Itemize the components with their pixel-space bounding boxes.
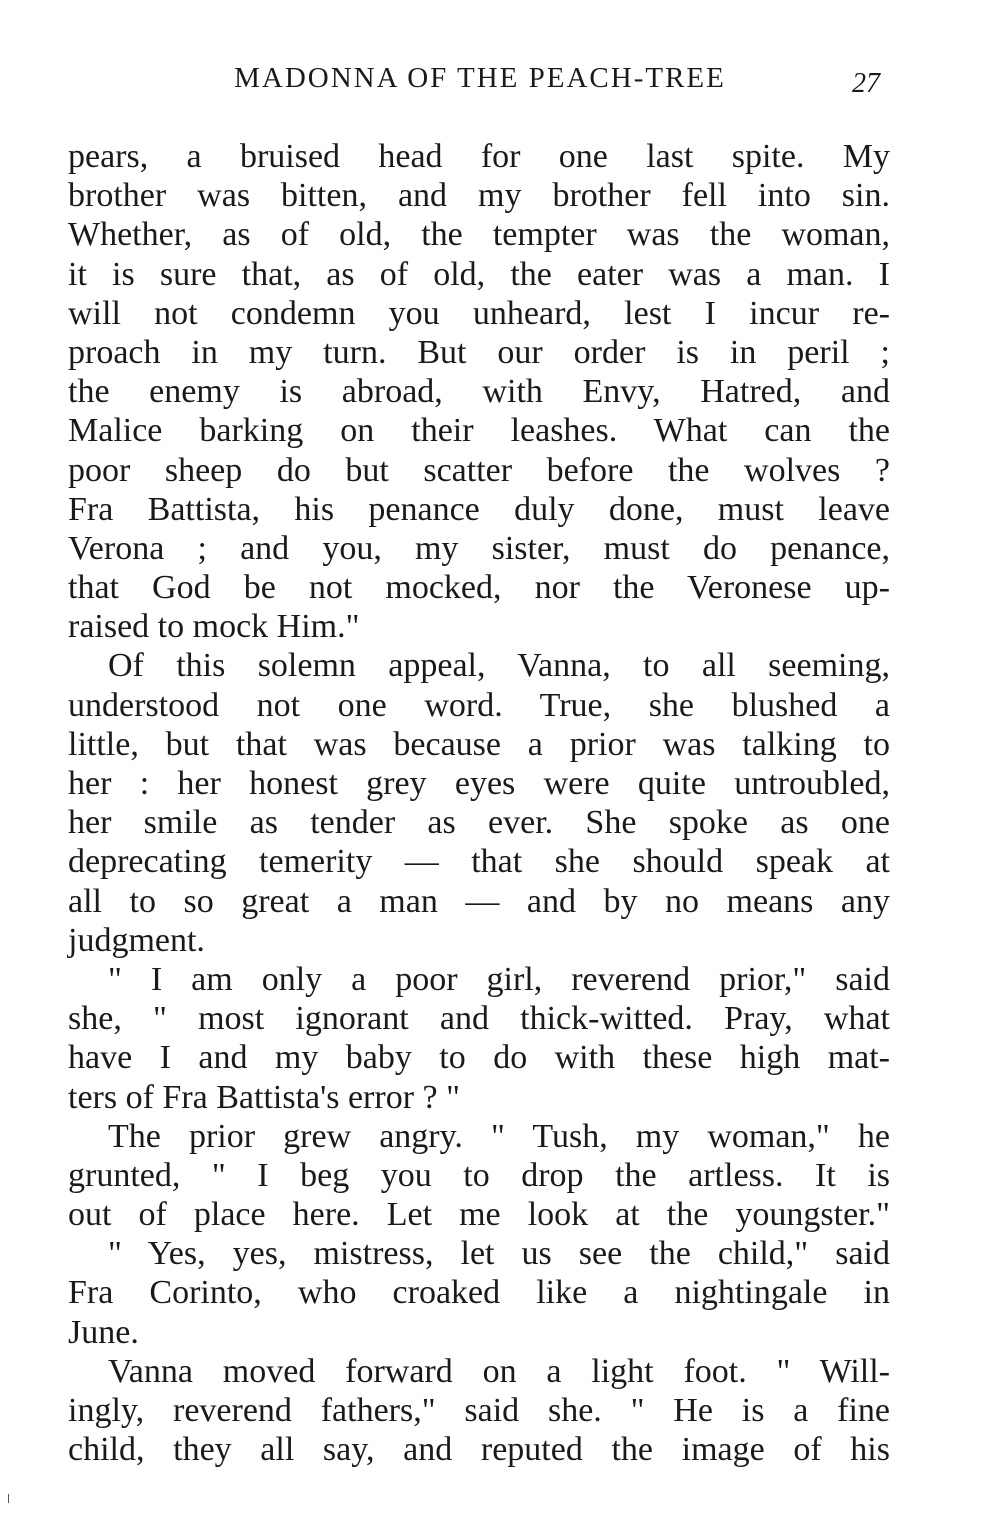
text-line: out of place here. Let me look at the youngster." (68, 1196, 890, 1234)
text-line: Of this solemn appeal, Vanna, to all seeming, (108, 647, 890, 685)
text-line: deprecating temerity — that she should speak at (68, 843, 890, 881)
text-line: June. (68, 1313, 139, 1351)
text-line: proach in my turn. But our order is in peril ; (68, 333, 890, 371)
text-line: Fra Battista, his penance duly done, must leave (68, 490, 890, 528)
text-line: The prior grew angry. " Tush, my woman," he (108, 1117, 890, 1155)
text-line: her : her honest grey eyes were quite untroubled, (68, 765, 890, 802)
text-line: have I and my baby to do with these high mat- (68, 1039, 890, 1077)
text-line: grunted, " I beg you to drop the artless. It is (68, 1156, 890, 1194)
running-title: MADONNA OF THE PEACH-TREE (234, 62, 726, 94)
body-text (68, 137, 890, 1469)
text-line: brother was bitten, and my brother fell into sin. (68, 177, 890, 215)
text-line: Verona ; and you, my sister, must do penance, (68, 529, 890, 567)
text-line: " Yes, yes, mistress, let us see the child," said (108, 1235, 890, 1273)
text-line: ters of Fra Battista's error ? " (68, 1078, 460, 1116)
text-line: her smile as tender as ever. She spoke as one (68, 804, 890, 842)
text-line: the enemy is abroad, with Envy, Hatred, and (68, 373, 890, 411)
text-line: will not condemn you unheard, lest I incur re- (68, 294, 890, 332)
text-line: that God be not mocked, nor the Veronese up- (68, 569, 890, 607)
text-line: poor sheep do but scatter before the wolves ? (68, 451, 890, 489)
text-line: ingly, reverend fathers," said she. " He is a fine (68, 1392, 890, 1429)
text-line: all to so great a man — and by no means any (68, 882, 890, 920)
text-line: it is sure that, as of old, the eater was a man. I (68, 255, 890, 293)
text-line: little, but that was because a prior was talking to (68, 725, 890, 763)
text-line: pears, a bruised head for one last spite. My (68, 138, 890, 175)
margin-mark (8, 1494, 9, 1503)
text-line: Fra Corinto, who croaked like a nightingale in (68, 1274, 890, 1312)
text-line: raised to mock Him." (68, 608, 360, 646)
text-line: Malice barking on their leashes. What can the (68, 412, 890, 450)
text-line: judgment. (68, 921, 205, 959)
page-number: 27 (852, 68, 880, 99)
text-line: Whether, as of old, the tempter was the woman, (68, 216, 890, 254)
text-line: she, " most ignorant and thick-witted. Pray, what (68, 1000, 890, 1038)
text-line: " I am only a poor girl, reverend prior," said (108, 960, 890, 998)
text-line: understood not one word. True, she blushed a (68, 686, 890, 724)
text-line: Vanna moved forward on a light foot. " Will- (108, 1352, 890, 1390)
text-line: child, they all say, and reputed the image of his (68, 1431, 890, 1469)
